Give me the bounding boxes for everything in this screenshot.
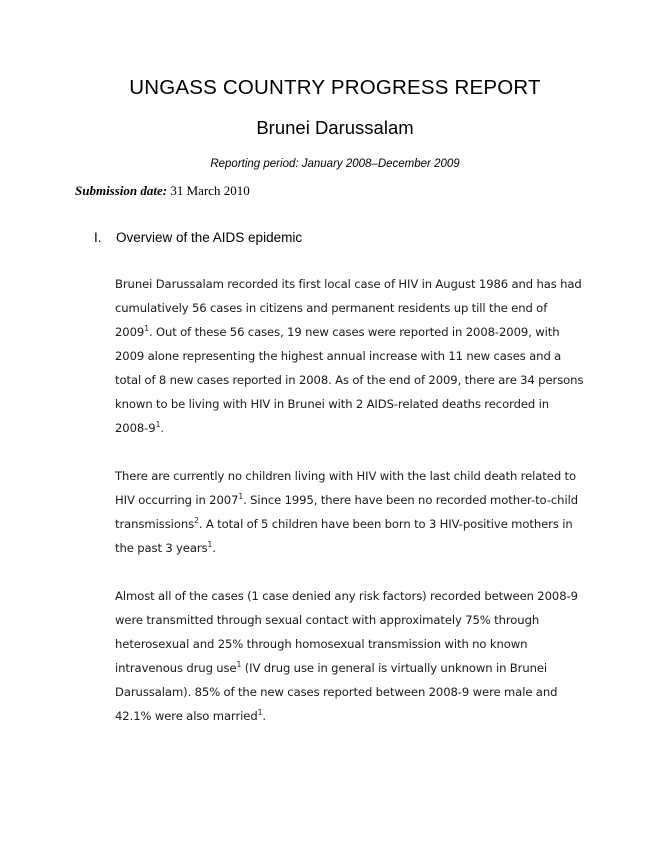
footnote-marker[interactable]: 1 <box>257 708 263 718</box>
section-number: I. <box>94 230 102 245</box>
submission-date-value: 31 March 2010 <box>170 183 250 198</box>
footnote-marker[interactable]: 1 <box>236 660 242 670</box>
body-text <box>115 272 585 728</box>
submission-date-label: Submission date: <box>75 183 168 198</box>
footnote-marker[interactable]: 1 <box>238 492 244 502</box>
section-heading-overview <box>94 230 574 245</box>
section-title: Overview of the AIDS epidemic <box>116 230 303 245</box>
country-subtitle: Brunei Darussalam <box>256 117 414 138</box>
para-epidemic-overview: Brunei Darussalam recorded its first local case of HIV in August 1986 and has had cumulatively 56 cases in citizens and permanent residents up till the end of 2009$^1$. Out of these 56 cases, 19 new cases were reported in 2008-2009, with 2009 alone representing the highest annual increase with 11 new cases and a total of 8 new cases reported in 2008. As of the end of 2009, there are 34 persons known to be living with HIV in Brunei with 2 AIDS-related deaths recorded in 2008-9$^1$. <box>115 277 584 435</box>
para-children-hiv: There are currently no children living with HIV with the last child death related to HIV occurring in 2007$^1$. Since 1995, there have been no recorded mother-to-child transmissions$^2$. A total of 5 children have been born to 3 HIV-positive mothers in the past 3 years$^1$. <box>115 469 579 555</box>
submission-date <box>75 183 250 199</box>
page-title: UNGASS COUNTRY PROGRESS REPORT <box>129 76 541 99</box>
footnote-marker[interactable]: 1 <box>207 540 213 550</box>
footnote-marker[interactable]: 2 <box>194 516 199 526</box>
para-transmission-modes: Almost all of the cases (1 case denied any risk factors) recorded between 2008-9 were transmitted through sexual contact with approximately 75% through heterosexual and 25% through homosexual transmission with no known intravenous drug use$^1$ (IV drug use in general is virtually unknown in Brunei Darussalam). 85% of the new cases reported between 2008-9 were male and 42.1% were also married$^1$. <box>115 589 578 723</box>
reporting-period: Reporting period: January 2008–December 2009 <box>210 158 460 170</box>
footnote-marker[interactable]: 1 <box>155 420 161 430</box>
footnote-marker[interactable]: 1 <box>144 324 149 334</box>
